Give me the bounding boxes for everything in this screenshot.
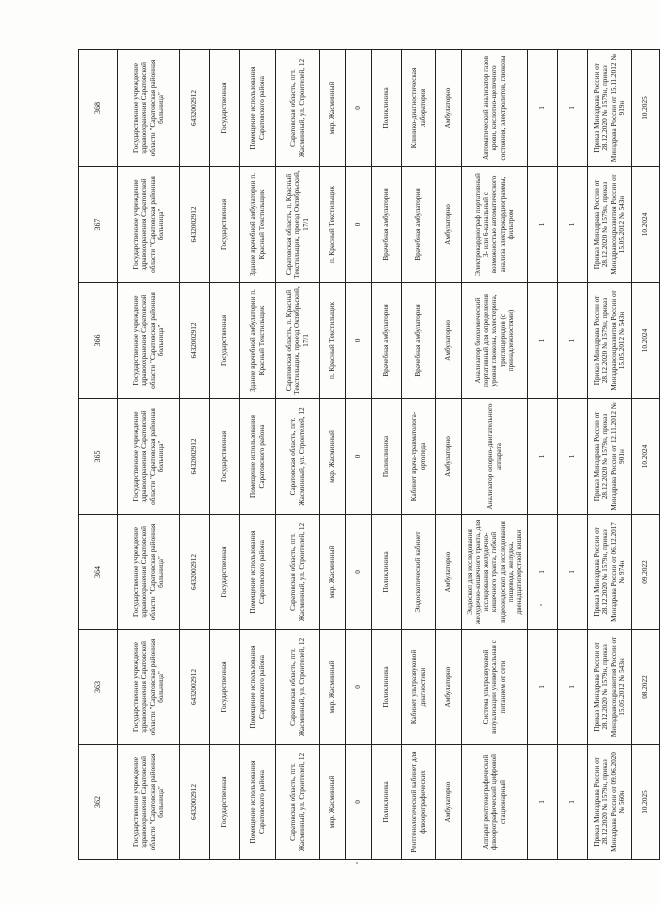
cell-type: Поликлиника	[372, 399, 402, 515]
register-row-type	[372, 50, 402, 860]
cell-count_a: 1	[528, 399, 558, 515]
register-row-ownership	[210, 50, 240, 860]
cell-equipment: Аппарат рентгенографический флюорографический цифровой стационарный	[462, 745, 528, 860]
scan-speck	[540, 604, 542, 606]
cell-address: Саратовская область, пгт. Жасминный, ул. Строителей, 12	[276, 50, 320, 167]
cell-number: 366	[79, 283, 118, 399]
cell-equipment: Эндоскоп для исследования желудочно-кишечного тракта, для исследования желудочно-кишечного тракта, гибкий видеоэндоскоп для исследования пищевода, желудка, двенадцатиперстной кишки	[462, 515, 528, 630]
cell-equipment: Автоматический анализатор газов крови, кислотно-щелочного состояния, электролитов, глюкозы	[462, 50, 528, 167]
cell-distance: 0	[346, 50, 372, 167]
cell-count_a: 1	[528, 630, 558, 745]
cell-unit: Рентгенологический кабинет для флюорографических	[402, 745, 436, 860]
register-row-distance	[346, 50, 372, 860]
cell-distance: 0	[346, 167, 372, 283]
cell-count_b: 1	[558, 283, 588, 399]
cell-ownership: Государственная	[210, 630, 240, 745]
cell-care: Амбулаторно	[436, 630, 462, 745]
cell-owner: Помещение использования Саратовского района	[240, 745, 276, 860]
cell-code: 10.2025	[632, 50, 660, 167]
cell-type: Врачебная амбулатория	[372, 283, 402, 399]
cell-count_b: 1	[558, 50, 588, 167]
rotated-table-block	[78, 50, 650, 860]
register-row-locality	[320, 50, 346, 860]
cell-equipment: Анализатор биохимический портативный для определения уровня глюкозы, холестерина, триглицеридов (с принадлежностями)	[462, 283, 528, 399]
cell-code: 10.2024	[632, 399, 660, 515]
cell-code: 09.2022	[632, 515, 660, 630]
scan-speck	[356, 862, 358, 864]
cell-address: Саратовская область, пгт. Жасминный, ул. Строителей, 12	[276, 745, 320, 860]
cell-owner: Помещение использования Саратовского района	[240, 515, 276, 630]
cell-unit: Врачебная амбулатория	[402, 167, 436, 283]
cell-address: Саратовская область, п. Красный Текстильщик, проезд Октябрьский, 17/1	[276, 283, 320, 399]
cell-locality: мкр. Жасминный	[320, 50, 346, 167]
cell-institution: Государственное учреждение здравоохранения Саратовской области "Саратовская районная больница"	[118, 283, 180, 399]
cell-count_b: 1	[558, 745, 588, 860]
cell-locality: п. Красный Текстильщик	[320, 283, 346, 399]
cell-owner: Помещение использования Саратовского района	[240, 50, 276, 167]
cell-institution: Государственное учреждение здравоохранения Саратовской области "Саратовская районная больница"	[118, 745, 180, 860]
register-row-institution	[118, 50, 180, 860]
cell-unit: Клинико-диагностическая лаборатория	[402, 50, 436, 167]
register-row-order	[588, 50, 632, 860]
cell-count_a: 1	[528, 50, 558, 167]
cell-distance: 0	[346, 283, 372, 399]
cell-type: Поликлиника	[372, 745, 402, 860]
cell-code: 10.2025	[632, 745, 660, 860]
cell-inn: 6432002912	[180, 745, 210, 860]
cell-distance: 0	[346, 630, 372, 745]
cell-institution: Государственное учреждение здравоохранения Саратовской области "Саратовская районная больница"	[118, 50, 180, 167]
cell-institution: Государственное учреждение здравоохранения Саратовской области "Саратовская районная больница"	[118, 630, 180, 745]
cell-count_a: 1	[528, 745, 558, 860]
cell-locality: мкр. Жасминный	[320, 515, 346, 630]
cell-number: 362	[79, 745, 118, 860]
cell-count_b: 1	[558, 399, 588, 515]
cell-ownership: Государственная	[210, 745, 240, 860]
cell-institution: Государственное учреждение здравоохранения Саратовской области "Саратовская районная больница"	[118, 515, 180, 630]
cell-type: Поликлиника	[372, 515, 402, 630]
cell-count_a: 1	[528, 283, 558, 399]
cell-locality: мкр. Жасминный	[320, 399, 346, 515]
cell-distance: 0	[346, 515, 372, 630]
cell-care: Амбулаторно	[436, 167, 462, 283]
register-row-count_b	[558, 50, 588, 860]
cell-count_a: 1	[528, 515, 558, 630]
cell-count_b: 1	[558, 515, 588, 630]
cell-care: Амбулаторно	[436, 50, 462, 167]
cell-care: Амбулаторно	[436, 399, 462, 515]
cell-locality: мкр. Жасминный	[320, 630, 346, 745]
cell-code: 10.2024	[632, 167, 660, 283]
cell-unit: Эндоскопический кабинет	[402, 515, 436, 630]
cell-count_b: 1	[558, 630, 588, 745]
cell-order: Приказ Минздрава России от 28.12.2020 № 1579н, приказ Минздрава России от 06.12.2017 № 974н	[588, 515, 632, 630]
cell-order: Приказ Минздрава России от 28.12.2020 № 1579н, приказ Минздравсоцразвития России от 15.05.2012 № 543н	[588, 630, 632, 745]
cell-distance: 0	[346, 399, 372, 515]
cell-order: Приказ Минздрава России от 28.12.2020 № 1579н, приказ Минздрава России от 09.06.2020 № 560н	[588, 745, 632, 860]
cell-care: Амбулаторно	[436, 745, 462, 860]
equipment-register-table	[78, 49, 660, 860]
cell-inn: 6432002912	[180, 283, 210, 399]
register-row-unit	[402, 50, 436, 860]
cell-order: Приказ Минздрава России от 28.12.2020 № 1579н, приказ Минздравсоцразвития России от 15.05.2012 № 543н	[588, 167, 632, 283]
register-row-owner	[240, 50, 276, 860]
cell-address: Саратовская область, пгт. Жасминный, ул. Строителей, 12	[276, 630, 320, 745]
cell-order: Приказ Минздрава России от 28.12.2020 № 1579н, приказ Минздрава России от 15.11.2012 № 919н	[588, 50, 632, 167]
register-row-care	[436, 50, 462, 860]
cell-inn: 6432002912	[180, 515, 210, 630]
cell-inn: 6432002912	[180, 630, 210, 745]
cell-owner: Здание врачебной амбулатории п. Красный Текстильщик	[240, 167, 276, 283]
register-row-number	[79, 50, 118, 860]
cell-number: 365	[79, 399, 118, 515]
cell-inn: 6432002912	[180, 399, 210, 515]
register-row-count_a	[528, 50, 558, 860]
cell-type: Врачебная амбулатория	[372, 167, 402, 283]
cell-number: 367	[79, 167, 118, 283]
cell-count_b: 1	[558, 167, 588, 283]
cell-code: 10.2024	[632, 283, 660, 399]
cell-owner: Помещение использования Саратовского района	[240, 399, 276, 515]
cell-owner: Помещение использования Саратовского района	[240, 630, 276, 745]
cell-distance: 0	[346, 745, 372, 860]
cell-unit: Кабинет ультразвуковой диагностики	[402, 630, 436, 745]
cell-ownership: Государственная	[210, 167, 240, 283]
cell-address: Саратовская область, пгт. Жасминный, ул. Строителей, 12	[276, 399, 320, 515]
cell-owner: Здание врачебной амбулатории п. Красный Текстильщик	[240, 283, 276, 399]
register-row-code	[632, 50, 660, 860]
register-row-address	[276, 50, 320, 860]
cell-number: 364	[79, 515, 118, 630]
cell-care: Амбулаторно	[436, 283, 462, 399]
cell-unit: Врачебная амбулатория	[402, 283, 436, 399]
cell-ownership: Государственная	[210, 50, 240, 167]
cell-order: Приказ Минздрава России от 28.12.2020 № 1579н, приказ Минздрава России от 12.11.2012 № 901н	[588, 399, 632, 515]
cell-code: 08.2022	[632, 630, 660, 745]
cell-number: 363	[79, 630, 118, 745]
cell-equipment: Электрокардиограф портативный 3- или 6-канальный с возможностью автоматического анализа электрокардиограммы, фильтром	[462, 167, 528, 283]
cell-inn: 6432002912	[180, 167, 210, 283]
cell-address: Саратовская область, п. Красный Текстильщик, проезд Октябрьский, 17/1	[276, 167, 320, 283]
cell-order: Приказ Минздрава России от 28.12.2020 № 1579н, приказ Минздравсоцразвития России от 15.05.2012 № 543н	[588, 283, 632, 399]
cell-unit: Кабинет врача-травматолога-ортопеда	[402, 399, 436, 515]
cell-institution: Государственное учреждение здравоохранения Саратовской области "Саратовская районная больница"	[118, 167, 180, 283]
register-row-equipment	[462, 50, 528, 860]
cell-type: Поликлиника	[372, 630, 402, 745]
cell-number: 368	[79, 50, 118, 167]
cell-locality: п. Красный Текстильщик	[320, 167, 346, 283]
cell-locality: мкр. Жасминный	[320, 745, 346, 860]
cell-ownership: Государственная	[210, 515, 240, 630]
cell-care: Амбулаторно	[436, 515, 462, 630]
cell-equipment: Анализатор опорно-двигательного аппарата	[462, 399, 528, 515]
cell-count_a: 1	[528, 167, 558, 283]
register-row-inn	[180, 50, 210, 860]
cell-institution: Государственное учреждение здравоохранения Саратовской области "Саратовская районная больница"	[118, 399, 180, 515]
cell-inn: 6432002912	[180, 50, 210, 167]
cell-equipment: Система ультразвуковой визуализации универсальная с питанием от сети	[462, 630, 528, 745]
cell-ownership: Государственная	[210, 399, 240, 515]
cell-type: Поликлиника	[372, 50, 402, 167]
cell-address: Саратовская область, пгт. Жасминный, ул. Строителей, 12	[276, 515, 320, 630]
cell-ownership: Государственная	[210, 283, 240, 399]
